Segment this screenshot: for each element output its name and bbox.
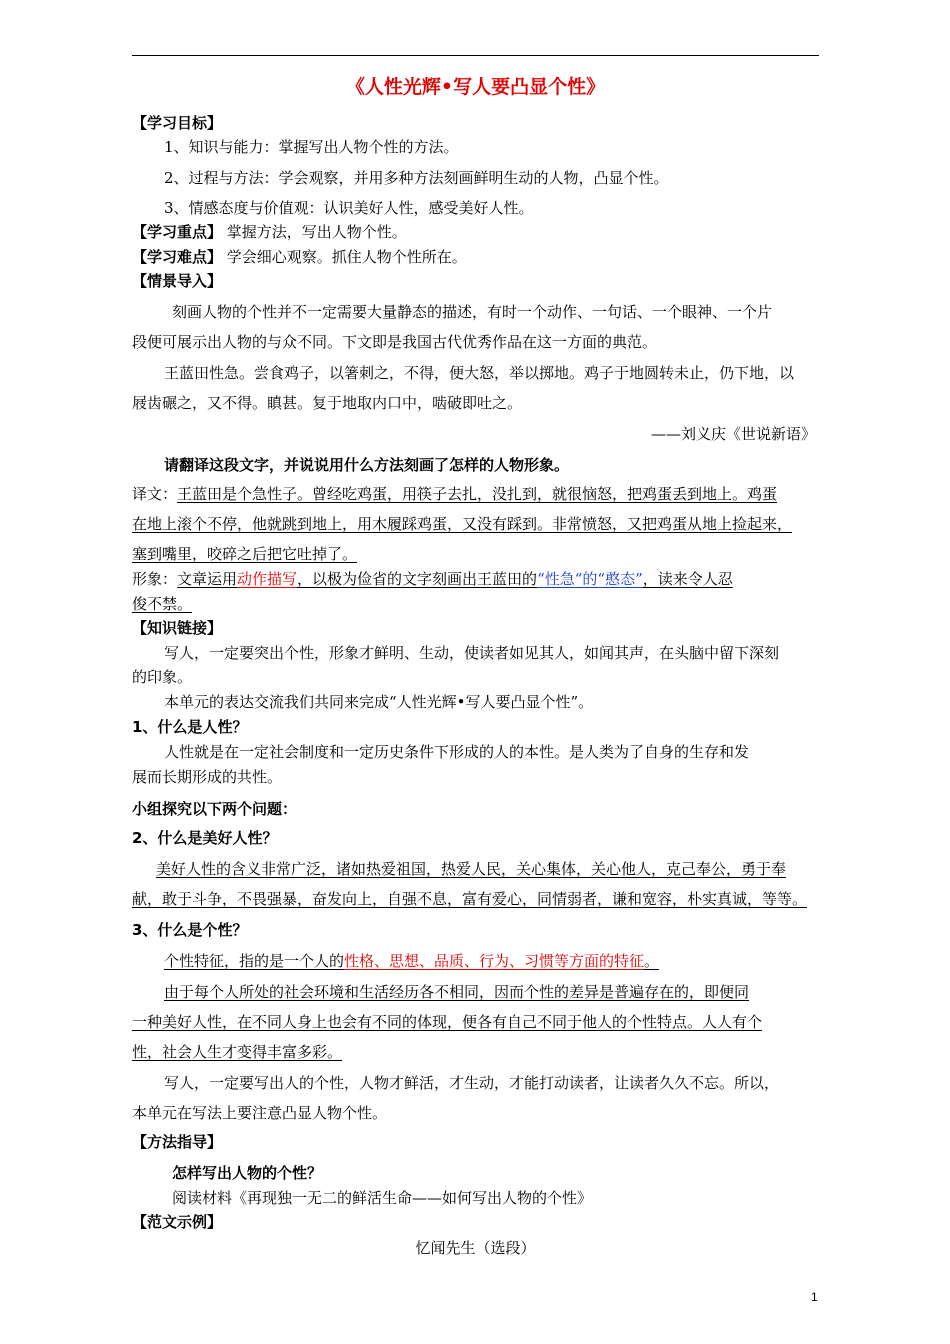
link-paragraph-1b: 的印象。 [132, 668, 193, 686]
translation-label: 译文： [132, 485, 178, 503]
question-1-answer-b: 展而长期形成的共性。 [132, 768, 283, 786]
question-2-answer-a: 美好人性的含义非常广泛，诸如热爱祖国，热爱人民，关心集体，关心他人，克己奉公，勇于奉 [156, 860, 787, 878]
image-label: 形象： [132, 570, 178, 588]
link-paragraph-2: 本单元的表达交流我们共同来完成“人性光辉•写人要凸显个性”。 [164, 693, 594, 711]
diff-heading: 【学习难点】 [132, 248, 223, 266]
question-3-answer-d: 性，社会人生才变得丰富多彩。 [132, 1043, 343, 1061]
image-text-a4: “性急“的“憨态” [537, 570, 643, 588]
question-3-text-a1: 个性特征，指的是一个人的 [164, 952, 345, 970]
question-3-text-a2: 性格、思想、品质、行为、习惯等方面的特征 [344, 952, 645, 970]
translation-text-c: 塞到嘴里，咬碎之后把它吐掉了。 [132, 545, 358, 563]
group-prompt: 小组探究以下两个问题： [132, 800, 298, 818]
key-point [132, 222, 407, 242]
goals-heading: 【学习目标】 [132, 114, 223, 132]
method-question: 怎样写出人物的个性？ [172, 1164, 323, 1182]
image-text-a1: 文章运用 [177, 570, 238, 588]
source-citation: ——刘义庆《世说新语》 [650, 425, 816, 443]
image-text-a2: 动作描写 [237, 570, 298, 588]
question-3-answer-b: 由于每个人所处的社会环境和生活经历各不相同，因而个性的差异是普遍存在的，即便同 [164, 983, 750, 1001]
goal-1: 1、知识与能力：掌握写出人物个性的方法。 [164, 138, 459, 156]
question-3-answer-c: 一种美好人性，在不同人身上也会有不同的体现，便各有自己不同于他人的个性特点。人人有个 [132, 1013, 763, 1031]
method-reading: 阅读材料《再现独一无二的鲜活生命——如何写出人物的个性》 [172, 1189, 593, 1207]
difficulty [132, 247, 467, 267]
page-number: 1 [811, 1290, 818, 1304]
key-heading: 【学习重点】 [132, 223, 223, 241]
question-2: 2、什么是美好人性？ [132, 829, 278, 847]
question-3-text-a3: 。 [644, 952, 660, 970]
image-text-a5: ，读来令人忍 [642, 570, 733, 588]
translation-text-b: 在地上滚个不停，他就跳到地上，用木履踩鸡蛋，又没有踩到。非常愤怒，又把鸡蛋从地上捡起来， [132, 515, 793, 533]
link-paragraph-1a: 写人，一定要突出个性，形象才鲜明、生动，使读者如见其人，如闻其声，在头脑中留下深刻 [164, 644, 780, 662]
question-1-answer-a: 人性就是在一定社会制度和一定历史条件下形成的人的本性。是人类为了自身的生存和发 [164, 743, 750, 761]
image-line-1 [132, 569, 733, 589]
question-3-answer-a [164, 951, 659, 971]
link-heading: 【知识链接】 [132, 619, 223, 637]
intro-heading: 【情景导入】 [132, 272, 223, 290]
translation-text-a: 王蓝田是个急性子。曾经吃鸡蛋，用筷子去扎，没扎到，就很恼怒，把鸡蛋丢到地上。鸡蛋 [177, 485, 778, 503]
key-text: 掌握方法，写出人物个性。 [226, 223, 407, 241]
page-title: 《人性光辉•写人要凸显个性》 [345, 76, 606, 98]
example-title: 忆闻先生（选段） [415, 1239, 536, 1257]
question-2-answer-b: 献，敢于斗争，不畏强暴，奋发向上，自强不息，富有爱心，同情弱者，谦和宽容，朴实真诚，等等。 [132, 890, 808, 908]
question-3-answer-f: 本单元在写法上要注意凸显人物个性。 [132, 1104, 388, 1122]
question-3: 3、什么是个性？ [132, 921, 248, 939]
example-heading: 【范文示例】 [132, 1213, 223, 1231]
goal-2: 2、过程与方法：学会观察，并用多种方法刻画鲜明生动的人物，凸显个性。 [164, 169, 669, 187]
image-text-b: 俊不禁。 [132, 595, 193, 613]
question-3-answer-e: 写人，一定要写出人的个性，人物才鲜活，才生动，才能打动读者，让读者久久不忘。所以， [164, 1074, 780, 1092]
header-rule [132, 55, 819, 56]
goal-3: 3、情感态度与价值观：认识美好人性，感受美好人性。 [164, 199, 534, 217]
question-1: 1、什么是人性？ [132, 718, 248, 736]
ancient-text-a: 王蓝田性急。尝食鸡子，以箸刺之，不得，便大怒，举以掷地。鸡子于地圆转未止，仍下地，以 [164, 364, 795, 382]
ancient-text-b: 屐齿碾之，又不得。瞋甚。复于地取内口中，啮破即吐之。 [132, 394, 523, 412]
task-prompt: 请翻译这段文字，并说说用什么方法刻画了怎样的人物形象。 [164, 456, 570, 474]
intro-paragraph-1a: 刻画人物的个性并不一定需要大量静态的描述，有时一个动作、一句话、一个眼神、一个片 [172, 303, 773, 321]
method-heading: 【方法指导】 [132, 1133, 223, 1151]
image-text-a3: ，以极为俭省的文字刻画出王蓝田的 [297, 570, 538, 588]
intro-paragraph-1b: 段便可展示出人物的与众不同。下文即是我国古代优秀作品在这一方面的典范。 [132, 333, 658, 351]
translation-line-1 [132, 484, 777, 504]
diff-text: 学会细心观察。抓住人物个性所在。 [226, 248, 467, 266]
